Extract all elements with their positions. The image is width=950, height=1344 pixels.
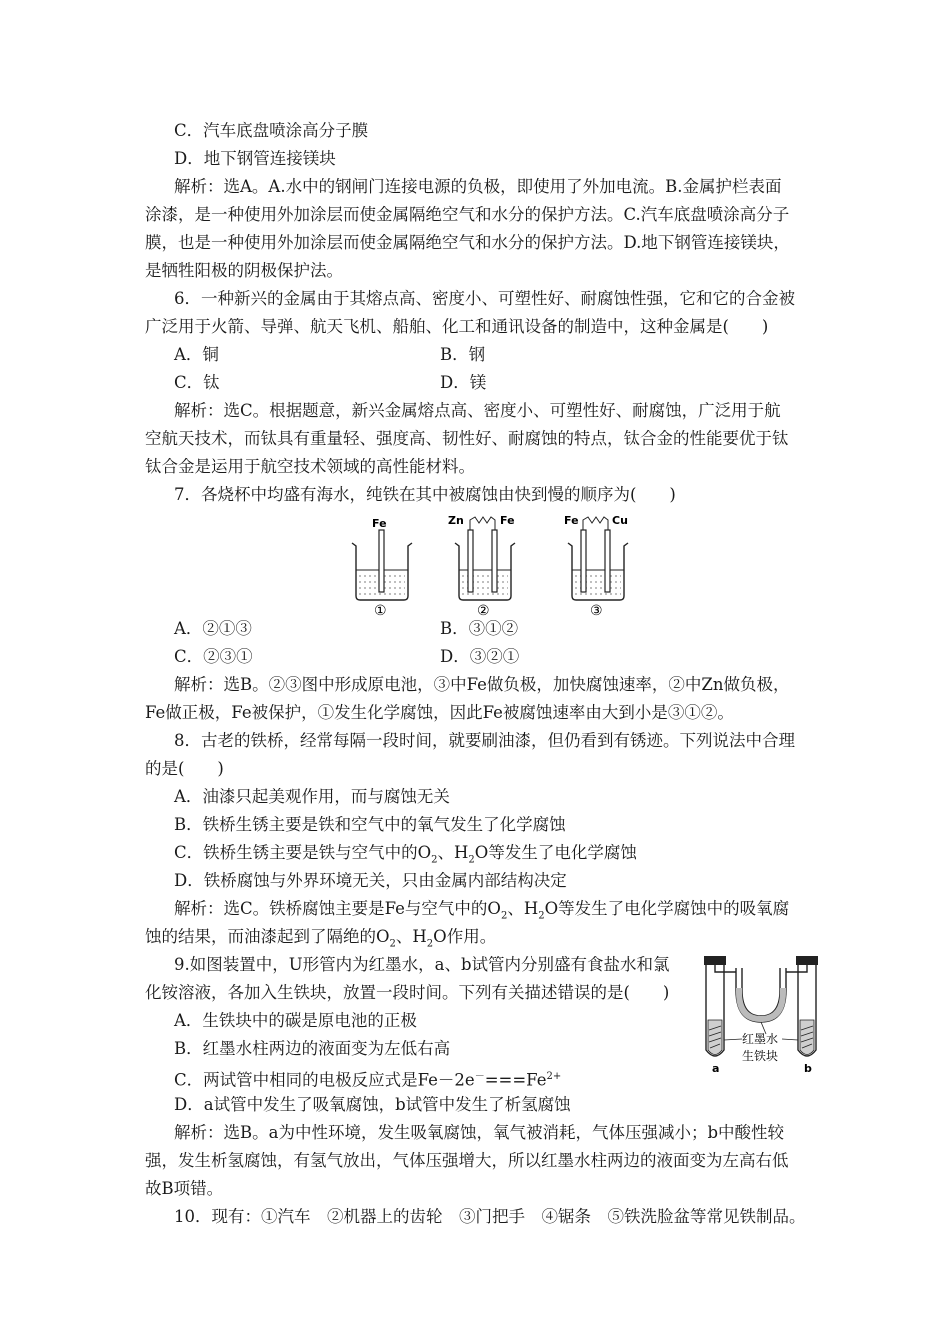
iron-block-label: 生铁块 [742, 1049, 779, 1063]
q5-explanation-line: 是牺牲阳极的阴极保护法。 [145, 261, 343, 280]
beaker-1-metal-label: Fe [372, 517, 387, 530]
q9-explanation-line: 解析：选B。a为中性环境，发生吸氧腐蚀，氧气被消耗，气体压强减小；b中酸性较 [174, 1123, 785, 1142]
q7-explanation-line: Fe做正极，Fe被保护，①发生化学腐蚀，因此Fe被腐蚀速率由大到小是③①②。 [145, 703, 734, 722]
tube-b-label: b [804, 1062, 812, 1075]
q5-option-c: C．汽车底盘喷涂高分子膜 [174, 121, 369, 140]
q9-option-c: C．两试管中相同的电极反应式是$Fe-2e^-===Fe^{2+}$ [174, 1070, 562, 1090]
q7-option-b: B．③①② [440, 619, 519, 638]
red-ink-label: 红墨水 [742, 1032, 779, 1046]
q8-stem-line: 的是( ) [145, 759, 224, 778]
q6-explanation-line: 空航天技术，而钛具有重量轻、强度高、韧性好、耐腐蚀的特点，钛合金的性能要优于钛 [145, 429, 789, 448]
q7-explanation-line: 解析：选B。②③图中形成原电池，③中Fe做负极，加快腐蚀速率，②中Zn做负极， [174, 675, 790, 694]
u-tube-figure [696, 950, 826, 1075]
q7-stem: 7．各烧杯中均盛有海水，纯铁在其中被腐蚀由快到慢的顺序为( ) [174, 485, 676, 504]
beaker-3-right-label: Cu [612, 514, 628, 527]
beaker-2-number: ② [477, 603, 490, 618]
q8-option-a: A．油漆只起美观作用，而与腐蚀无关 [174, 787, 450, 806]
tube-a-label: a [712, 1062, 720, 1075]
q8-option-d: D．铁桥腐蚀与外界环境无关，只由金属内部结构决定 [174, 871, 567, 890]
beaker-2 [448, 514, 515, 618]
q6-stem-line: 6．一种新兴的金属由于其熔点高、密度小、可塑性好、耐腐蚀性强，它和它的合金被 [174, 289, 795, 308]
q6-explanation-line: 钛合金是运用于航空技术领域的高性能材料。 [145, 457, 475, 476]
q10-stem: 10．现有：①汽车 ②机器上的齿轮 ③门把手 ④锯条 ⑤铁洗脸盆等常见铁制品。 [174, 1207, 806, 1226]
q8-stem-line: 8．古老的铁桥，经常每隔一段时间，就要刷油漆，但仍看到有锈迹。下列说法中合理 [174, 731, 795, 750]
q6-stem-line: 广泛用于火箭、导弹、航天飞机、船舶、化工和通讯设备的制造中，这种金属是( ) [145, 317, 769, 336]
beaker-2-left-label: Zn [448, 514, 464, 527]
beaker-3-number: ③ [590, 603, 603, 618]
beaker-1 [352, 517, 412, 618]
q8-explanation-line: 解析：选C。铁桥腐蚀主要是Fe与空气中的$O_2$、$H_2O$等发生了电化学腐蚀中的吸氧腐 [174, 899, 790, 922]
beakers-figure [340, 508, 640, 618]
beaker-3 [564, 514, 628, 618]
q9-option-a: A．生铁块中的碳是原电池的正极 [174, 1011, 417, 1030]
q8-option-b: B．铁桥生锈主要是铁和空气中的氧气发生了化学腐蚀 [174, 815, 566, 834]
beaker-3-left-label: Fe [564, 514, 579, 527]
q5-option-d: D．地下钢管连接镁块 [174, 149, 336, 168]
q7-option-c: C．②③① [174, 647, 253, 666]
q6-explanation-line: 解析：选C。根据题意，新兴金属熔点高、密度小、可塑性好、耐腐蚀，广泛用于航 [174, 401, 781, 420]
q6-option-a: A．铜 [174, 345, 219, 364]
q9-option-b: B．红墨水柱两边的液面变为左低右高 [174, 1039, 451, 1058]
q7-option-d: D．③②① [440, 647, 520, 666]
q9-explanation-line: 强，发生析氢腐蚀，有氢气放出，气体压强增大，所以红墨水柱两边的液面变为左高右低 [145, 1151, 789, 1170]
q5-explanation-line: 涂漆，是一种使用外加涂层而使金属隔绝空气和水分的保护方法。C.汽车底盘喷涂高分子 [145, 205, 790, 224]
q5-explanation-line: 膜，也是一种使用外加涂层而使金属隔绝空气和水分的保护方法。D.地下钢管连接镁块， [145, 233, 790, 252]
beaker-1-number: ① [374, 603, 387, 618]
q8-explanation-line: 蚀的结果，而油漆起到了隔绝的$O_2$、$H_2O$作用。 [145, 927, 497, 950]
q6-option-b: B．钢 [440, 345, 486, 364]
q7-option-a: A．②①③ [174, 619, 252, 638]
q8-option-c: C．铁桥生锈主要是铁与空气中的$O_2$、$H_2O$等发生了电化学腐蚀 [174, 843, 637, 866]
q6-option-c: C．钛 [174, 373, 220, 392]
q5-explanation-line: 解析：选A。A.水中的钢闸门连接电源的负极，即使用了外加电流。B.金属护栏表面 [174, 177, 782, 196]
beaker-2-right-label: Fe [500, 514, 515, 527]
q9-stem-line: 化铵溶液，各加入生铁块，放置一段时间。下列有关描述错误的是( ) [145, 983, 670, 1002]
q6-option-d: D．镁 [440, 373, 487, 392]
q9-explanation-line: 故B项错。 [145, 1179, 224, 1198]
q9-stem-line: 9.如图装置中，U形管内为红墨水，a、b试管内分别盛有食盐水和氯 [174, 955, 670, 974]
q9-option-d: D．a试管中发生了吸氧腐蚀，b试管中发生了析氢腐蚀 [174, 1095, 571, 1114]
